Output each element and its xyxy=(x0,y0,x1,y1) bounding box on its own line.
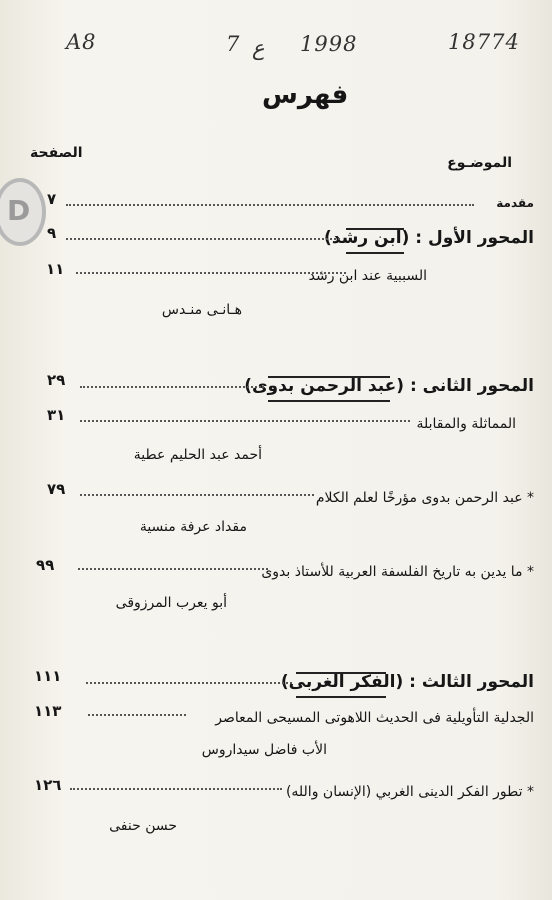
handwritten-note-number: 7 xyxy=(226,32,241,56)
entry-label-item2: المماثلة والمقابلة xyxy=(416,416,516,432)
entry-author-item1: هـانـى منـدس xyxy=(161,302,242,318)
entry-page-item4: ٩٩ xyxy=(36,556,55,574)
page-title: فهرس xyxy=(262,80,349,110)
entry-author-item2: أحمد عبد الحليم عطية xyxy=(133,447,262,463)
section-heading-badawi: المحور الثانى : (عبد الرحمن بدوى) xyxy=(244,376,534,396)
section-bracket xyxy=(346,228,404,254)
leader-dots xyxy=(86,682,292,684)
leader-dots xyxy=(80,420,410,422)
entry-page-sec2: ٢٩ xyxy=(47,371,66,389)
entry-page-item2: ٣١ xyxy=(47,406,66,424)
entry-label-item1: السببية عند ابن رشد xyxy=(308,268,427,284)
entry-page-item1: ١١ xyxy=(46,260,65,278)
entry-author-item6: حسن حنفى xyxy=(109,818,177,834)
entry-page-item6: ١٢٦ xyxy=(34,776,62,794)
section-heading-western-thought: المحور الثالث : (الفكر الغربى) xyxy=(280,672,534,692)
entry-label-item6: * تطور الفكر الدينى الغربي (الإنسان والله) xyxy=(285,784,534,800)
section-heading-ibn-rushd: المحور الأول : (ابن رشد) xyxy=(324,228,534,248)
entry-label-intro: مقدمة xyxy=(496,196,534,210)
entry-author-item3: مقداد عرفة منسية xyxy=(139,519,247,535)
leader-dots xyxy=(70,788,282,790)
leader-dots xyxy=(66,204,474,206)
leader-dots xyxy=(80,494,314,496)
page-column-heading: الصفحة xyxy=(30,145,83,161)
section-bracket xyxy=(268,376,390,402)
entry-page-item3: ٧٩ xyxy=(47,480,66,498)
entry-label-item3: * عبد الرحمن بدوى مؤرخًا لعلم الكلام xyxy=(315,490,534,506)
leader-dots xyxy=(80,386,264,388)
handwritten-accession-number: 18774 xyxy=(448,30,520,54)
leader-dots xyxy=(88,714,186,716)
library-stamp-icon: D xyxy=(0,178,46,246)
handwritten-note-left: A8 xyxy=(66,30,97,54)
entry-page-intro: ٧ xyxy=(47,190,57,208)
handwritten-year: 1998 xyxy=(300,32,358,56)
section-bracket xyxy=(296,672,386,698)
entry-author-item4: أبو يعرب المرزوقى xyxy=(115,595,227,611)
handwritten-note-letter: ع xyxy=(252,36,265,60)
entry-label-item4: * ما يدين به تاريخ الفلسفة العربية للأستاذ بدوى xyxy=(261,564,534,580)
entry-label-item5: الجدلية التأويلية فى الحديث اللاهوتى المسيحى المعاصر xyxy=(215,710,534,726)
entry-page-item5: ١١٣ xyxy=(34,702,62,720)
leader-dots xyxy=(78,568,268,570)
leader-dots xyxy=(66,238,340,240)
entry-page-sec3: ١١١ xyxy=(34,667,62,685)
entry-page-sec1: ٩ xyxy=(47,224,57,242)
entry-author-item5: الأب فاضل سيداروس xyxy=(201,742,327,758)
topic-column-heading: الموضـوع xyxy=(447,155,512,171)
leader-dots xyxy=(76,272,346,274)
